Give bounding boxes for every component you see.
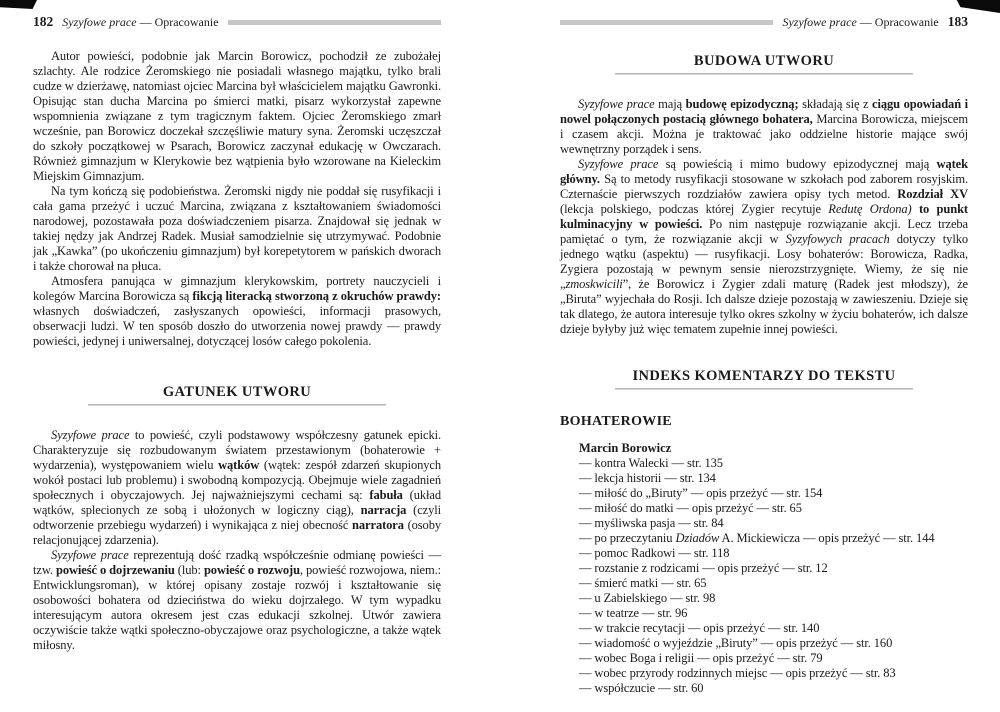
- running-title-book: Syzyfowe prace: [62, 15, 137, 29]
- index-item: — w teatrze — str. 96: [579, 606, 688, 620]
- header-rule-right: [560, 20, 773, 25]
- index-item: — wiadomość o wyjeździe „Biruty” — opis przeżyć — str. 160: [579, 636, 893, 650]
- character-name: Marcin Borowicz: [579, 441, 672, 455]
- section-indeks-komentarzy: [560, 367, 968, 390]
- index-item: — miłość do matki — opis przeżyć — str. 65: [579, 501, 802, 515]
- section-heading-indeks: INDEKS KOMENTARZY DO TEKSTU: [632, 368, 896, 384]
- running-title-rest: — Opracowanie: [136, 15, 219, 29]
- header-rule-left: [228, 20, 441, 25]
- index-item: — miłość do „Biruty” — opis przeżyć — str. 154: [579, 486, 823, 500]
- paragraph: Syzyfowe prace reprezentują dość rzadką współcześnie odmianę powieści — tzw. powieść o dojrzewaniu (lub: powieść o rozwoju, powieść rozwojowa, niem.: Entwicklungsroman), w której opisany zostaje rozwój i kształtowanie się osobowości bohatera od dzieciństwa do wieku dojrzałego. W tym wypadku interesującym autora okresem jest czas edukacji szkolnej. Utwór zawiera oczywiście także wątki społeczno-obyczajowe oraz psychologiczne, a także wątek miłosny.: [33, 548, 441, 652]
- scan-artifact-top-left: [0, 0, 37, 9]
- heading-underline: [615, 388, 913, 390]
- heading-underline: [615, 73, 913, 75]
- section-gatunek-utworu: [33, 383, 441, 406]
- running-title-right: [782, 14, 938, 30]
- index-item: — wobec Boga i religii — opis przeżyć — str. 79: [579, 651, 823, 665]
- index-item: — u Zabielskiego — str. 98: [579, 591, 716, 605]
- subheading-bohaterowie: BOHATEROWIE: [560, 414, 672, 429]
- paragraph: Atmosfera panująca w gimnazjum klerykowskim, portrety nauczycieli i kolegów Marcina Borowicza są fikcją literacką stworzoną z okruchów prawdy: własnych doświadczeń, zasłyszanych opowieści, informacji prasowych, obserwacji ludzi. W ten sposób doszło do utworzenia nowej prawdy — prawdy powieści, jedynej i uniwersalnej, dotyczącej losów całego pokolenia.: [33, 274, 441, 348]
- index-item: — współczucie — str. 60: [579, 681, 704, 695]
- section-heading-budowa: BUDOWA UTWORU: [693, 53, 835, 69]
- index-item: — myśliwska pasja — str. 84: [579, 516, 724, 530]
- paragraph: Syzyfowe prace to powieść, czyli podstawowy współczesny gatunek epicki. Charakteryzuje się rozbudowanym światem przestawionym (bohaterowie + wydarzenia), występowaniem wielu wątków (wątek: zespół zdarzeń skupionych wokół postaci lub problemu) i swobodną kompozycją. Obejmuje wiele zagadnień społecznych i obyczajowych. Jej najważniejszymi cechami są: fabuła (układ wątków, splecionych ze sobą i ułożonych w logiczny ciąg), narracja (czyli odtworzenie przebiegu wydarzeń) i wynikająca z niej obecność narratora (osoby relacjonującej zdarzenia).: [33, 428, 442, 547]
- heading-underline: [88, 404, 386, 406]
- index-item: — pomoc Radkowi — str. 118: [579, 546, 730, 560]
- running-title-rest: — Opracowanie: [856, 15, 939, 29]
- paragraph: Autor powieści, podobnie jak Marcin Borowicz, pochodził ze zubożałej szlachty. Ale rodzice Żeromskiego nie posiadali własnego majątku, tylko brali cudze w dzierżawę, natomiast ojciec Marcina był właścicielem majątku Gawronki. Opisując stan ducha Marcina po śmierci matki, pisarz wykorzystał zapewne wspomnienia związane z tym tragicznym faktem. Ojciec Żeromskiego zmarł wcześnie, pan Borowicz doczekał szczęśliwie matury syna. Żeromski uczęszczał do szkoły początkowej w Psarach, Borowicz zaczynał edukację w Owczarach. Również gimnazjum w Klerykowie bez wątpienia było wzorowane na Kieleckim Miejskim Gimnazjum.: [33, 49, 441, 183]
- index-item: — wobec przyrody rodzinnych miejsc — opis przeżyć — str. 83: [579, 666, 896, 680]
- index-item: — lekcja historii — str. 134: [579, 471, 716, 485]
- section-budowa-utworu: [560, 52, 968, 75]
- paragraph: Na tym kończą się podobieństwa. Żeromski nigdy nie poddał się rusyfikacji i cała gama przeżyć i uczuć Marcina, związana z kształtowaniem świadomości narodowej, pozostawała poza doświadczeniem pisarza. Znajdował się jednak w takiej nędzy jak Andrzej Radek. Musiał samodzielnie się utrzymywać. Podobnie jak „Kawka” (po ukończeniu gimnazjum) był korepetytorem w pańskich dworach i także chorował na płuca.: [33, 184, 441, 273]
- section-heading-gatunek: GATUNEK UTWORU: [162, 384, 312, 400]
- paragraph: Syzyfowe prace są powieścią i mimo budowy epizodycznej mają wątek główny. Są to metody rusyfikacji stosowane w szkołach pod zaborem rosyjskim. Czternaście pierwszych rozdziałów zawiera opisy tych metod. Rozdział XV (lekcja polskiego, podczas której Zygier recytuje Redutę Ordona) to punkt kulminacyjny w powieści. Po nim następuje rozwiązanie akcji. Lecz trzeba pamiętać o tym, że rozwiązanie akcji w Syzyfowych pracach dotyczy tylko jednego wątku (aspektu) — rusyfikacji. Losy bohaterów: Borowicza, Radka, Zygiera pozostają w pewnym sensie nierozstrzygnięte. Wiemy, że się nie „zmoskwicili”, że Borowicz i Zygier zdali maturę (Radek jest młodszy), że „Biruta” wyjechała do Rosji. Ich dalsze dzieje pozostają w zawieszeniu. Dzieje się tak dlatego, że autora interesuje tylko okres szkolny w życiu bohaterów, ich dalsze dzieje byłyby już więc tematem zupełnie innej powieści.: [560, 157, 969, 336]
- index-list: [579, 456, 968, 696]
- page-182: [33, 14, 441, 653]
- running-title-book: Syzyfowe prace: [782, 15, 857, 29]
- running-header-right: [560, 14, 968, 30]
- index-item: — po przeczytaniu Dziadów A. Mickiewicza — opis przeżyć — str. 144: [579, 531, 935, 545]
- page-183: [560, 14, 968, 696]
- index-item: — rozstanie z rodzicami — opis przeżyć — str. 12: [579, 561, 828, 575]
- index-item: — w trakcie recytacji — opis przeżyć — str. 140: [579, 621, 820, 635]
- running-header-left: [33, 14, 441, 30]
- page-number-right: 183: [947, 14, 968, 29]
- page-number-left: 182: [33, 14, 54, 29]
- paragraph: Syzyfowe prace mają budowę epizodyczną; składają się z ciągu opowiadań i nowel połączonych postacią głównego bohatera, Marcina Borowicza, miejscem i czasem akcji. Można je traktować jako oddzielne historie mające swój wewnętrzny porządek i sens.: [560, 97, 969, 156]
- index-item: — kontra Walecki — str. 135: [579, 456, 723, 470]
- running-title-left: [62, 14, 218, 30]
- scan-artifact-top-right: [954, 0, 1000, 13]
- character-index-block: [560, 441, 968, 696]
- index-item: — śmierć matki — str. 65: [579, 576, 707, 590]
